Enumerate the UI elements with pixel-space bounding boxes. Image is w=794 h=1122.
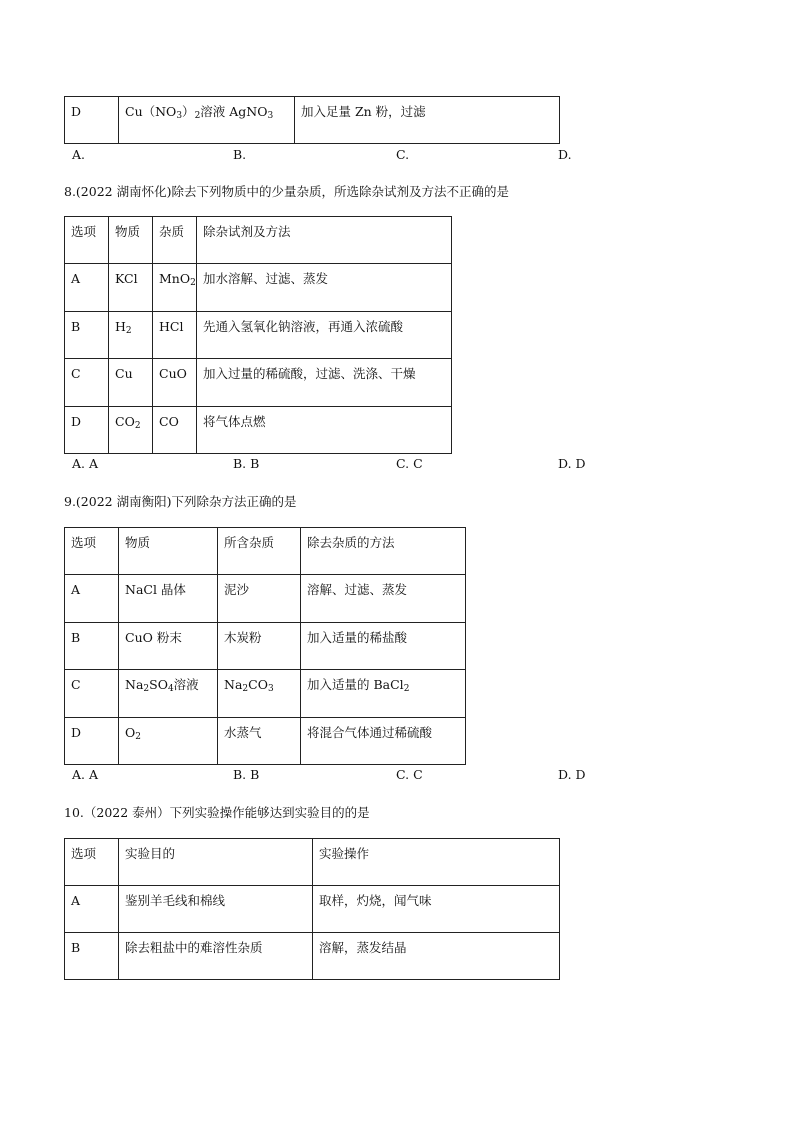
table-row <box>65 575 466 623</box>
table-row <box>65 312 452 359</box>
method-cell: 先通入氢氧化钠溶液，再通入浓硫酸 <box>197 312 452 359</box>
question-8-table <box>64 216 452 454</box>
option-cell: D <box>65 97 119 144</box>
option-cell: A <box>65 886 119 933</box>
question-10-text: 10.（2022 泰州）下列实验操作能够达到实验目的的是 <box>64 805 370 820</box>
goal-cell: 除去粗盐中的难溶性杂质 <box>119 933 313 980</box>
impurity-cell: CuO <box>153 359 197 407</box>
question-9-choices <box>0 767 794 783</box>
choice-c[interactable]: C. <box>396 147 410 162</box>
substance-cell: $O_2$ <box>119 718 218 765</box>
option-cell: C <box>65 359 109 407</box>
choice-b[interactable]: B. B <box>233 456 260 471</box>
choices-top <box>0 147 794 163</box>
question-9-table <box>64 527 466 765</box>
header-operation: 实验操作 <box>313 839 560 886</box>
method-cell: 加入足量 Zn 粉，过滤 <box>295 97 560 144</box>
substance-cell: $H_2$ <box>109 312 153 359</box>
option-cell: C <box>65 670 119 718</box>
header-substance: 物质 <box>109 217 153 264</box>
header-impurity: 杂质 <box>153 217 197 264</box>
option-cell: B <box>65 933 119 980</box>
goal-cell: 鉴别羊毛线和棉线 <box>119 886 313 933</box>
choice-b[interactable]: B. <box>233 147 247 162</box>
header-goal: 实验目的 <box>119 839 313 886</box>
question-10-table <box>64 838 560 980</box>
table-row <box>65 670 466 718</box>
header-method: 除去杂质的方法 <box>301 528 466 575</box>
question-9-text: 9.(2022 湖南衡阳)下列除杂方法正确的是 <box>64 494 297 509</box>
choice-a[interactable]: A. A <box>72 456 99 471</box>
impurity-cell: CO <box>153 407 197 454</box>
substance-cell: Cu <box>109 359 153 407</box>
method-cell: 加入适量的 BaCl$_2$ <box>301 670 466 718</box>
substance-cell: $Cu(NO_3)_2$溶液 AgNO$_3$ <box>119 97 295 144</box>
method-cell: 将混合气体通过稀硫酸 <box>301 718 466 765</box>
choice-c[interactable]: C. C <box>396 456 423 471</box>
table-row <box>65 264 452 312</box>
table-row <box>65 407 452 454</box>
table-row <box>65 718 466 765</box>
method-cell: 将气体点燃 <box>197 407 452 454</box>
operation-cell: 取样，灼烧，闻气味 <box>313 886 560 933</box>
substance-cell: $Na_2SO_4$溶液 <box>119 670 218 718</box>
header-option: 选项 <box>65 839 119 886</box>
substance-cell: CuO 粉末 <box>119 623 218 670</box>
table-row <box>65 623 466 670</box>
impurity-cell: 木炭粉 <box>218 623 301 670</box>
choice-c[interactable]: C. C <box>396 767 423 782</box>
impurity-cell: 泥沙 <box>218 575 301 623</box>
table-top-fragment <box>64 96 560 144</box>
header-substance: 物质 <box>119 528 218 575</box>
method-cell: 加入适量的稀盐酸 <box>301 623 466 670</box>
substance-cell: KCl <box>109 264 153 312</box>
substance-cell: NaCl 晶体 <box>119 575 218 623</box>
method-cell: 加水溶解、过滤、蒸发 <box>197 264 452 312</box>
header-option: 选项 <box>65 528 119 575</box>
choice-d[interactable]: D. D <box>558 767 586 782</box>
substance-cell: $CO_2$ <box>109 407 153 454</box>
option-cell: D <box>65 407 109 454</box>
table-header-row <box>65 217 452 264</box>
option-cell: B <box>65 623 119 670</box>
table-header-row <box>65 839 560 886</box>
header-impurity: 所含杂质 <box>218 528 301 575</box>
choice-d[interactable]: D. <box>558 147 572 162</box>
operation-cell: 溶解，蒸发结晶 <box>313 933 560 980</box>
impurity-cell: $Na_2CO_3$ <box>218 670 301 718</box>
table-header-row <box>65 528 466 575</box>
option-cell: A <box>65 264 109 312</box>
option-cell: A <box>65 575 119 623</box>
choice-a[interactable]: A. A <box>72 767 99 782</box>
table-row <box>65 886 560 933</box>
impurity-cell: 水蒸气 <box>218 718 301 765</box>
header-option: 选项 <box>65 217 109 264</box>
table-row <box>65 933 560 980</box>
question-8-text: 8.(2022 湖南怀化)除去下列物质中的少量杂质，所选除杂试剂及方法不正确的是 <box>64 184 509 199</box>
choice-b[interactable]: B. B <box>233 767 260 782</box>
method-cell: 加入过量的稀硫酸，过滤、洗涤、干燥 <box>197 359 452 407</box>
table-row <box>65 97 560 144</box>
impurity-cell: HCl <box>153 312 197 359</box>
option-cell: B <box>65 312 109 359</box>
option-cell: D <box>65 718 119 765</box>
question-8-choices <box>0 456 794 472</box>
choice-a[interactable]: A. <box>72 147 86 162</box>
choice-d[interactable]: D. D <box>558 456 586 471</box>
impurity-cell: MnO$_2$ <box>153 264 197 312</box>
header-method: 除杂试剂及方法 <box>197 217 452 264</box>
table-row <box>65 359 452 407</box>
method-cell: 溶解、过滤、蒸发 <box>301 575 466 623</box>
